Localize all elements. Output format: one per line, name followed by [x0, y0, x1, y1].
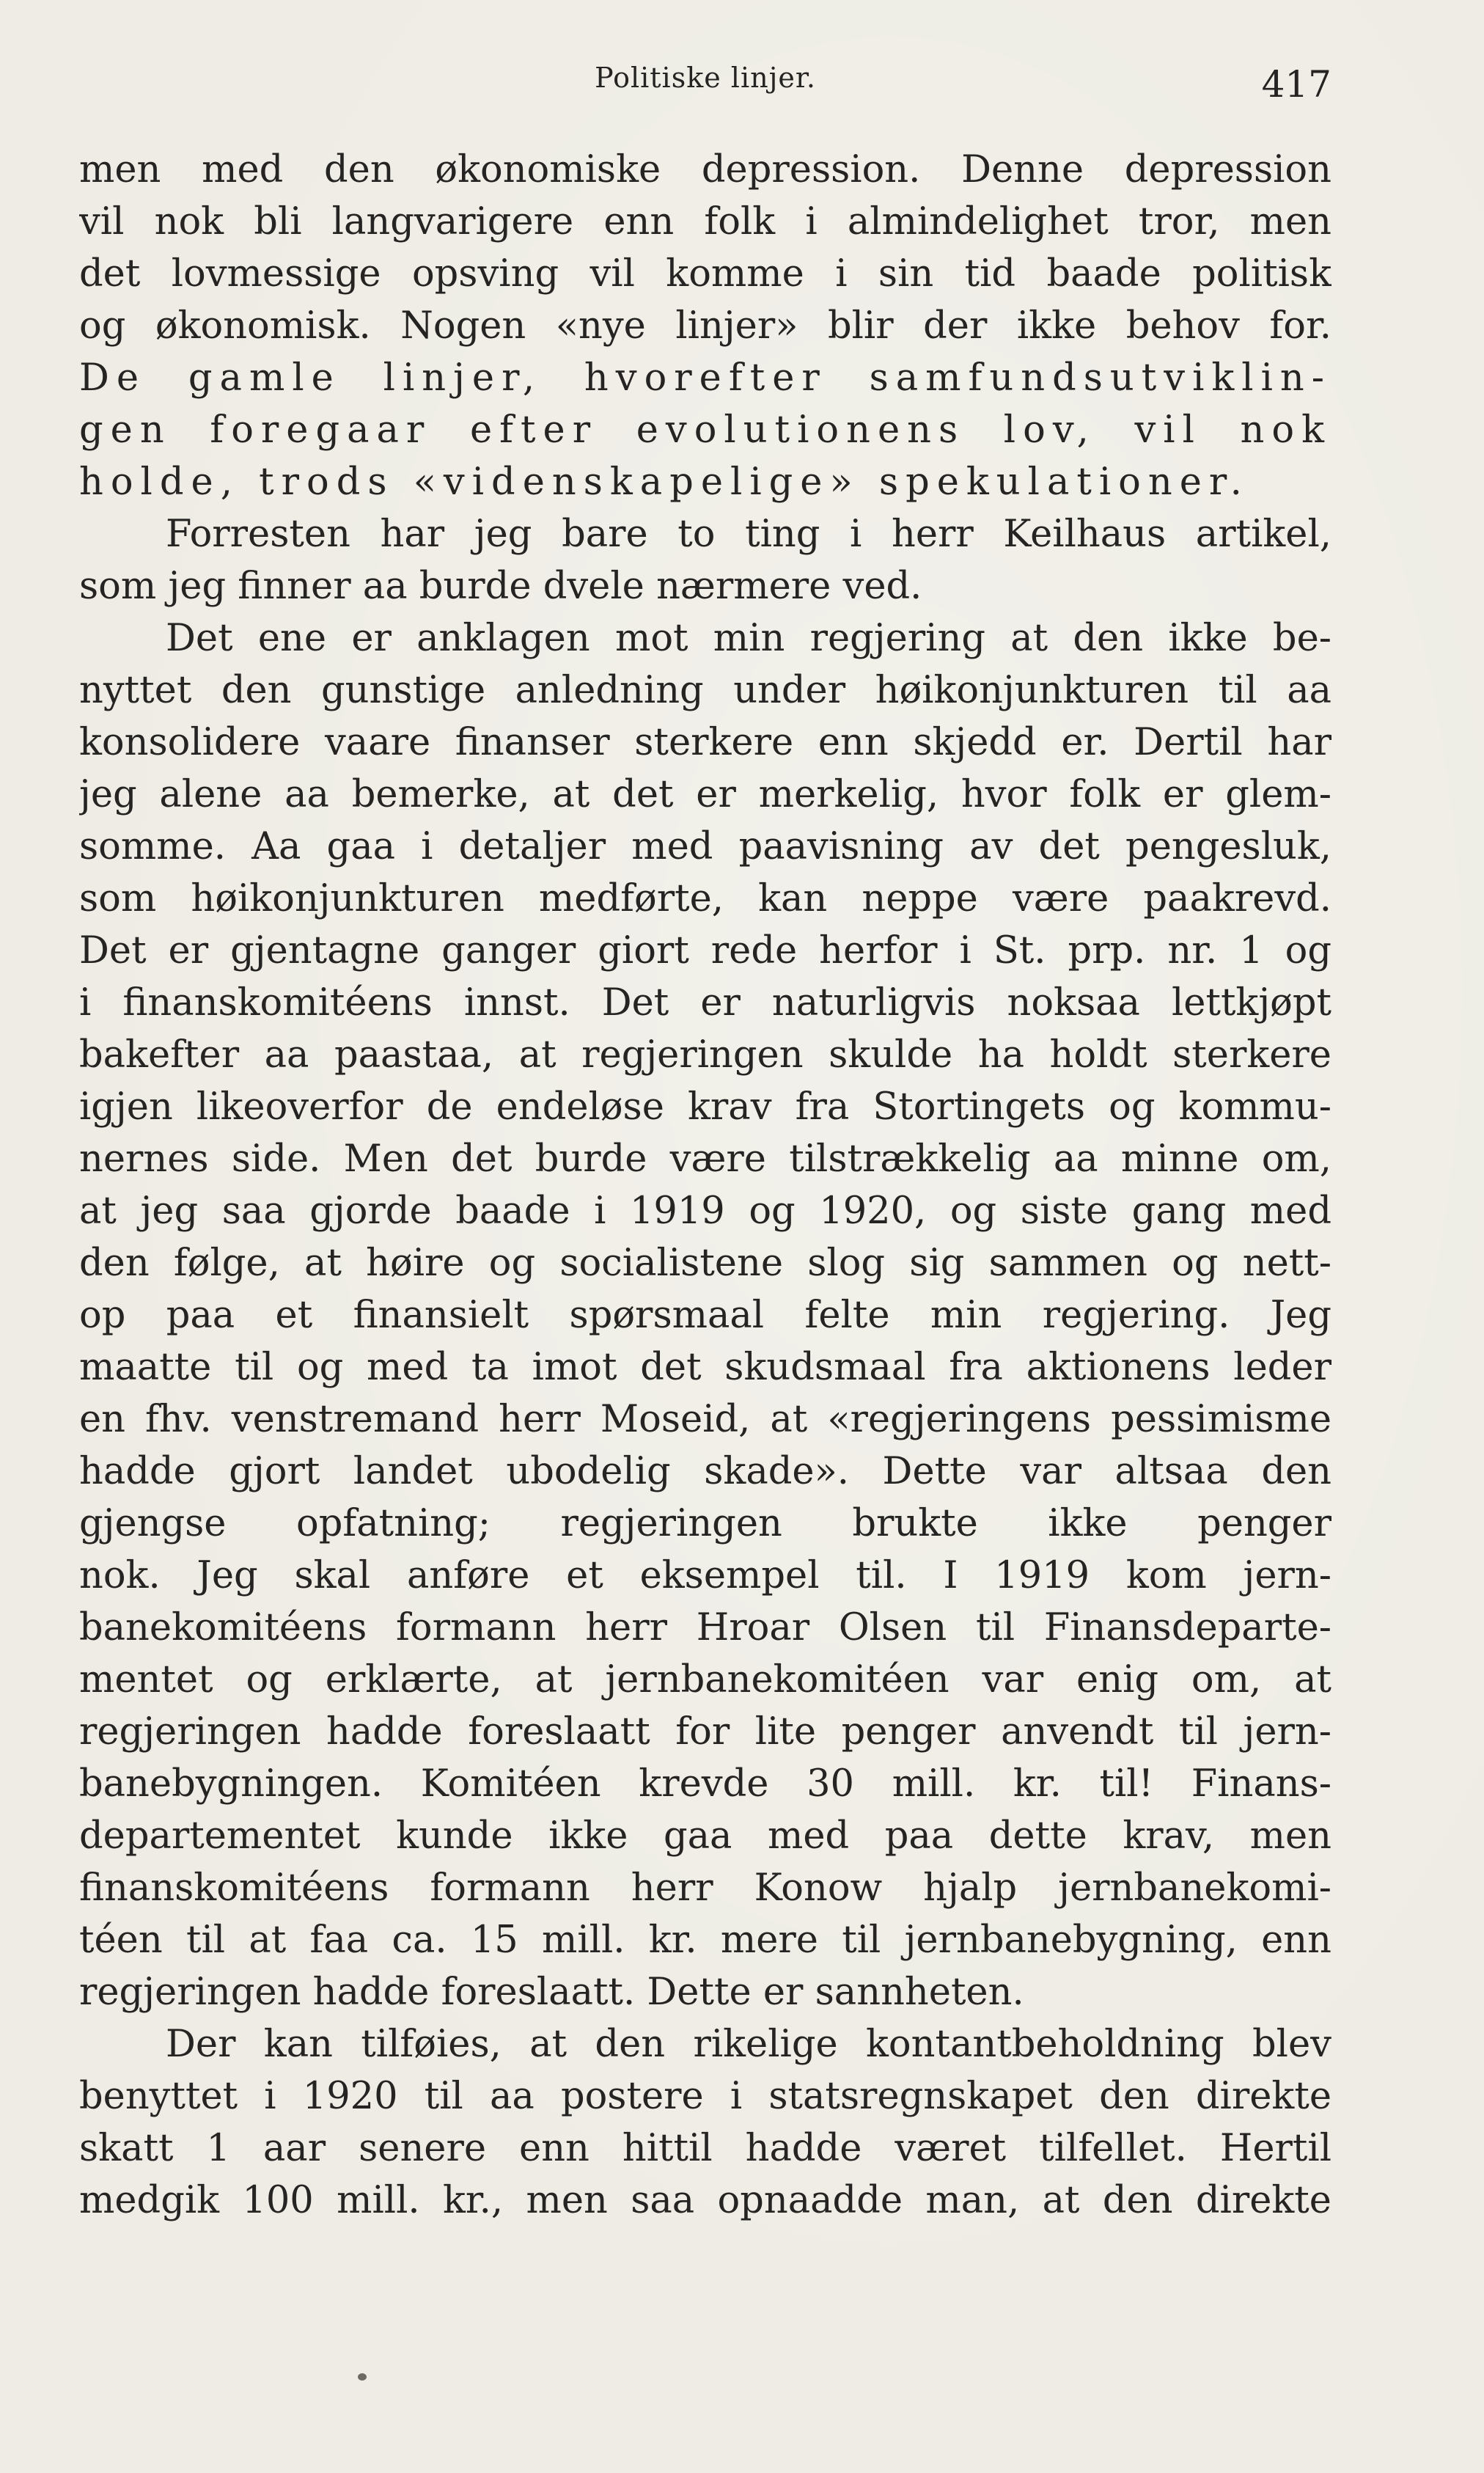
text-line: hadde gjort landet ubodelig skade». Dette var altsaa den — [79, 1450, 1331, 1493]
text-line: Det er gjentagne ganger giort rede herfor i St. prp. nr. 1 og — [79, 929, 1331, 972]
text-line: somme. Aa gaa i detaljer med paavisning av det pengesluk, — [79, 825, 1331, 868]
ink-speck — [358, 2373, 367, 2381]
text-line: bakefter aa paastaa, at regjeringen skulde ha holdt sterkere — [79, 1033, 1331, 1077]
text-line: téen til at faa ca. 15 mill. kr. mere til jernbanebygning, enn — [79, 1919, 1331, 1962]
text-line: banebygningen. Komitéen krevde 30 mill. kr. til! Finans- — [79, 1762, 1331, 1806]
text-line: og økonomisk. Nogen «nye linjer» blir der ikke behov for. — [79, 304, 1331, 348]
text-line: holde, trods «videnskapelige» spekulationer. — [79, 461, 1249, 504]
text-line: regjeringen hadde foreslaatt for lite penger anvendt til jern- — [79, 1710, 1331, 1754]
page-number: 417 — [1261, 63, 1331, 106]
text-line: medgik 100 mill. kr., men saa opnaadde man, at den direkte — [79, 2179, 1331, 2222]
text-line: Forresten har jeg bare to ting i herr Keilhaus artikel, — [166, 513, 1331, 556]
text-line: Der kan tilføies, at den rikelige kontantbeholdning blev — [166, 2023, 1331, 2066]
text-line: nyttet den gunstige anledning under høikonjunkturen til aa — [79, 669, 1331, 712]
running-head — [79, 62, 1331, 106]
text-line: regjeringen hadde foreslaatt. Dette er sannheten. — [79, 1971, 1024, 2014]
text-line: finanskomitéens formann herr Konow hjalp jernbanekomi- — [79, 1866, 1331, 1910]
text-line: konsolidere vaare finanser sterkere enn skjedd er. Dertil har — [79, 721, 1331, 764]
running-title: Politiske linjer. — [595, 62, 816, 94]
text-line: den følge, at høire og socialistene slog sig sammen og nett- — [79, 1242, 1331, 1285]
text-line: nok. Jeg skal anføre et eksempel til. I 1919 kom jern- — [79, 1554, 1331, 1597]
text-line: jeg alene aa bemerke, at det er merkelig, hvor folk er glem- — [79, 773, 1331, 816]
text-line: mentet og erklærte, at jernbanekomitéen var enig om, at — [79, 1658, 1331, 1701]
text-line: en fhv. venstremand herr Moseid, at «regjeringens pessimisme — [79, 1398, 1331, 1441]
text-line: det lovmessige opsving vil komme i sin tid baade politisk — [79, 252, 1331, 296]
text-line: banekomitéens formann herr Hroar Olsen til Finansdeparte- — [79, 1606, 1331, 1649]
text-line: skatt 1 aar senere enn hittil hadde været tilfellet. Hertil — [79, 2127, 1331, 2170]
text-line: De gamle linjer, hvorefter samfundsutviklin- — [79, 356, 1331, 400]
text-line: Det ene er anklagen mot min regjering at den ikke be- — [166, 617, 1331, 660]
text-line: igjen likeoverfor de endeløse krav fra Stortingets og kommu- — [79, 1085, 1331, 1129]
text-line: vil nok bli langvarigere enn folk i almindelighet tror, men — [79, 200, 1331, 243]
text-line: at jeg saa gjorde baade i 1919 og 1920, og siste gang med — [79, 1190, 1331, 1233]
text-line: som jeg finner aa burde dvele nærmere ved. — [79, 565, 922, 608]
text-line: gjengse opfatning; regjeringen brukte ikke penger — [79, 1502, 1331, 1545]
text-line: gen foregaar efter evolutionens lov, vil nok — [79, 408, 1331, 452]
text-line: i finanskomitéens innst. Det er naturligvis noksaa lettkjøpt — [79, 981, 1331, 1025]
text-line: benyttet i 1920 til aa postere i statsregnskapet den direkte — [79, 2075, 1331, 2118]
text-line: nernes side. Men det burde være tilstrækkelig aa minne om, — [79, 1137, 1331, 1181]
text-line: op paa et finansielt spørsmaal felte min regjering. Jeg — [79, 1294, 1331, 1337]
text-line: maatte til og med ta imot det skudsmaal fra aktionens leder — [79, 1346, 1331, 1389]
text-line: departementet kunde ikke gaa med paa dette krav, men — [79, 1814, 1331, 1858]
body-text — [79, 144, 1331, 2227]
text-line: men med den økonomiske depression. Denne depression — [79, 148, 1331, 191]
text-line: som høikonjunkturen medførte, kan neppe være paakrevd. — [79, 877, 1331, 920]
